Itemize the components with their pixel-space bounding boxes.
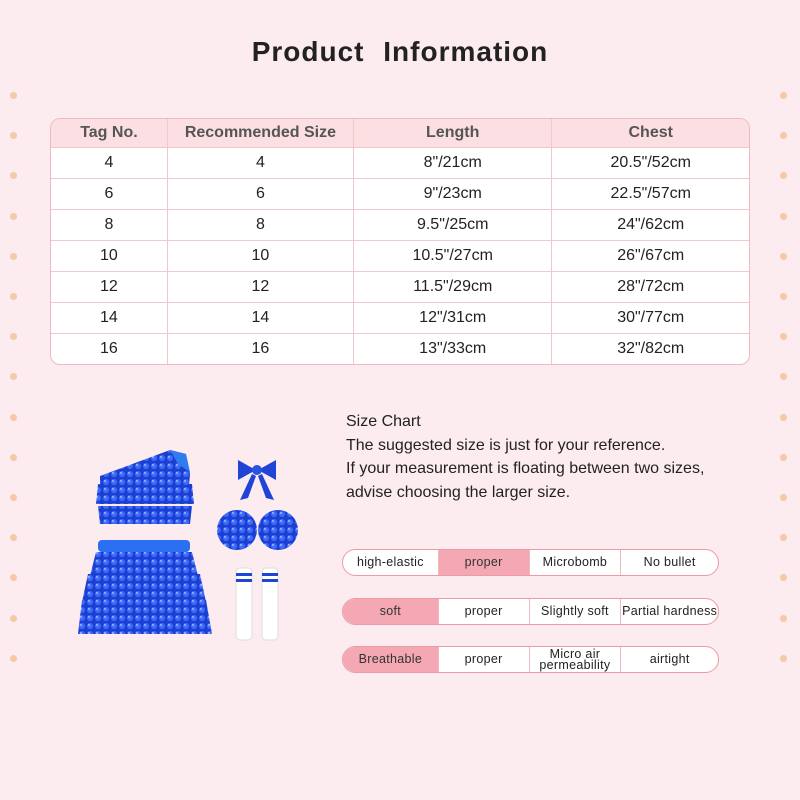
- table-cell: 6: [168, 178, 354, 209]
- attribute-row: [342, 646, 719, 673]
- table-header-row: [51, 119, 749, 147]
- attribute-cell: No bullet: [643, 555, 696, 569]
- right-dot-border: [780, 0, 790, 800]
- attribute-cell: airtight: [649, 652, 690, 666]
- decorative-dot: [10, 534, 17, 541]
- cheerleader-costume-image: [78, 446, 308, 656]
- table-cell: 4: [51, 147, 168, 178]
- decorative-dot: [780, 454, 787, 461]
- attribute-cell: proper: [439, 599, 530, 624]
- sequin-skirt: [78, 540, 212, 634]
- decorative-dot: [780, 373, 787, 380]
- hair-bow: [238, 460, 276, 500]
- decorative-dot: [10, 132, 17, 139]
- decorative-dot: [780, 494, 787, 501]
- table-row: [51, 333, 749, 364]
- table-cell: 16: [168, 333, 354, 364]
- attribute-cell-selected: Breathable: [343, 647, 439, 672]
- table-row: [51, 147, 749, 178]
- decorative-dot: [10, 574, 17, 581]
- attribute-cell-selected: soft: [343, 599, 439, 624]
- table-cell: 24"/62cm: [552, 209, 749, 240]
- table-row: [51, 240, 749, 271]
- decorative-dot: [780, 534, 787, 541]
- decorative-dot: [780, 574, 787, 581]
- header-recommended-size: Recommended Size: [168, 119, 354, 147]
- decorative-dot: [10, 92, 17, 99]
- table-cell: 9.5"/25cm: [354, 209, 553, 240]
- size-table: [50, 118, 750, 365]
- decorative-dot: [10, 454, 17, 461]
- table-cell: 22.5"/57cm: [552, 178, 749, 209]
- size-chart-line: The suggested size is just for your reference.: [346, 436, 666, 454]
- attribute-cell: high-elastic: [343, 550, 439, 575]
- decorative-dot: [780, 213, 787, 220]
- decorative-dot: [780, 293, 787, 300]
- size-chart-heading: Size Chart: [346, 413, 421, 430]
- table-cell: 12: [168, 271, 354, 302]
- table-row: [51, 178, 749, 209]
- attribute-cell: proper: [439, 647, 530, 672]
- decorative-dot: [780, 92, 787, 99]
- table-row: [51, 271, 749, 302]
- attribute-cell: Micro air permeability: [530, 647, 622, 672]
- decorative-dot: [10, 373, 17, 380]
- decorative-dot: [780, 172, 787, 179]
- decorative-dot: [10, 333, 17, 340]
- page-title: Product Information: [251, 36, 549, 67]
- decorative-dot: [10, 293, 17, 300]
- decorative-dot: [10, 172, 17, 179]
- size-chart-note: [346, 410, 704, 504]
- table-cell: 10: [168, 240, 354, 271]
- pom-poms: [217, 510, 298, 550]
- decorative-dot: [10, 615, 17, 622]
- decorative-dot: [10, 414, 17, 421]
- decorative-dot: [780, 132, 787, 139]
- decorative-dot: [780, 253, 787, 260]
- table-cell: 32"/82cm: [552, 333, 749, 364]
- table-cell: 30"/77cm: [552, 302, 749, 333]
- table-cell: 10: [51, 240, 168, 271]
- attribute-cell: Microbomb: [530, 550, 622, 575]
- table-cell: 13"/33cm: [354, 333, 553, 364]
- table-cell: 12: [51, 271, 168, 302]
- table-cell: 9"/23cm: [354, 178, 553, 209]
- left-dot-border: [10, 0, 20, 800]
- decorative-dot: [780, 655, 787, 662]
- header-tag-no: Tag No.: [51, 119, 168, 147]
- table-cell: 8: [168, 209, 354, 240]
- size-chart-line: advise choosing the larger size.: [346, 483, 571, 501]
- attribute-cell-selected: proper: [439, 550, 530, 575]
- table-cell: 8"/21cm: [354, 147, 553, 178]
- knee-socks: [236, 568, 278, 640]
- decorative-dot: [780, 333, 787, 340]
- table-cell: 16: [51, 333, 168, 364]
- table-cell: 8: [51, 209, 168, 240]
- decorative-dot: [10, 253, 17, 260]
- table-cell: 20.5"/52cm: [552, 147, 749, 178]
- table-cell: 14: [51, 302, 168, 333]
- table-cell: 11.5"/29cm: [354, 271, 553, 302]
- table-row: [51, 209, 749, 240]
- attribute-row: [342, 598, 719, 625]
- table-cell: 14: [168, 302, 354, 333]
- decorative-dot: [10, 213, 17, 220]
- size-chart-line: If your measurement is floating between two sizes,: [346, 460, 705, 477]
- header-length: Length: [354, 119, 553, 147]
- table-cell: 6: [51, 178, 168, 209]
- table-row: [51, 302, 749, 333]
- table-cell: 10.5"/27cm: [354, 240, 553, 271]
- table-cell: 28"/72cm: [552, 271, 749, 302]
- table-cell: 26"/67cm: [552, 240, 749, 271]
- decorative-dot: [10, 655, 17, 662]
- attribute-row: [342, 549, 719, 576]
- table-cell: 4: [168, 147, 354, 178]
- attribute-cell: Slightly soft: [530, 599, 622, 624]
- table-cell: 12"/31cm: [354, 302, 553, 333]
- decorative-dot: [10, 494, 17, 501]
- header-chest: Chest: [552, 119, 749, 147]
- decorative-dot: [780, 414, 787, 421]
- decorative-dot: [780, 615, 787, 622]
- attribute-cell: Partial hardness: [622, 604, 718, 618]
- sequin-top: [96, 450, 194, 524]
